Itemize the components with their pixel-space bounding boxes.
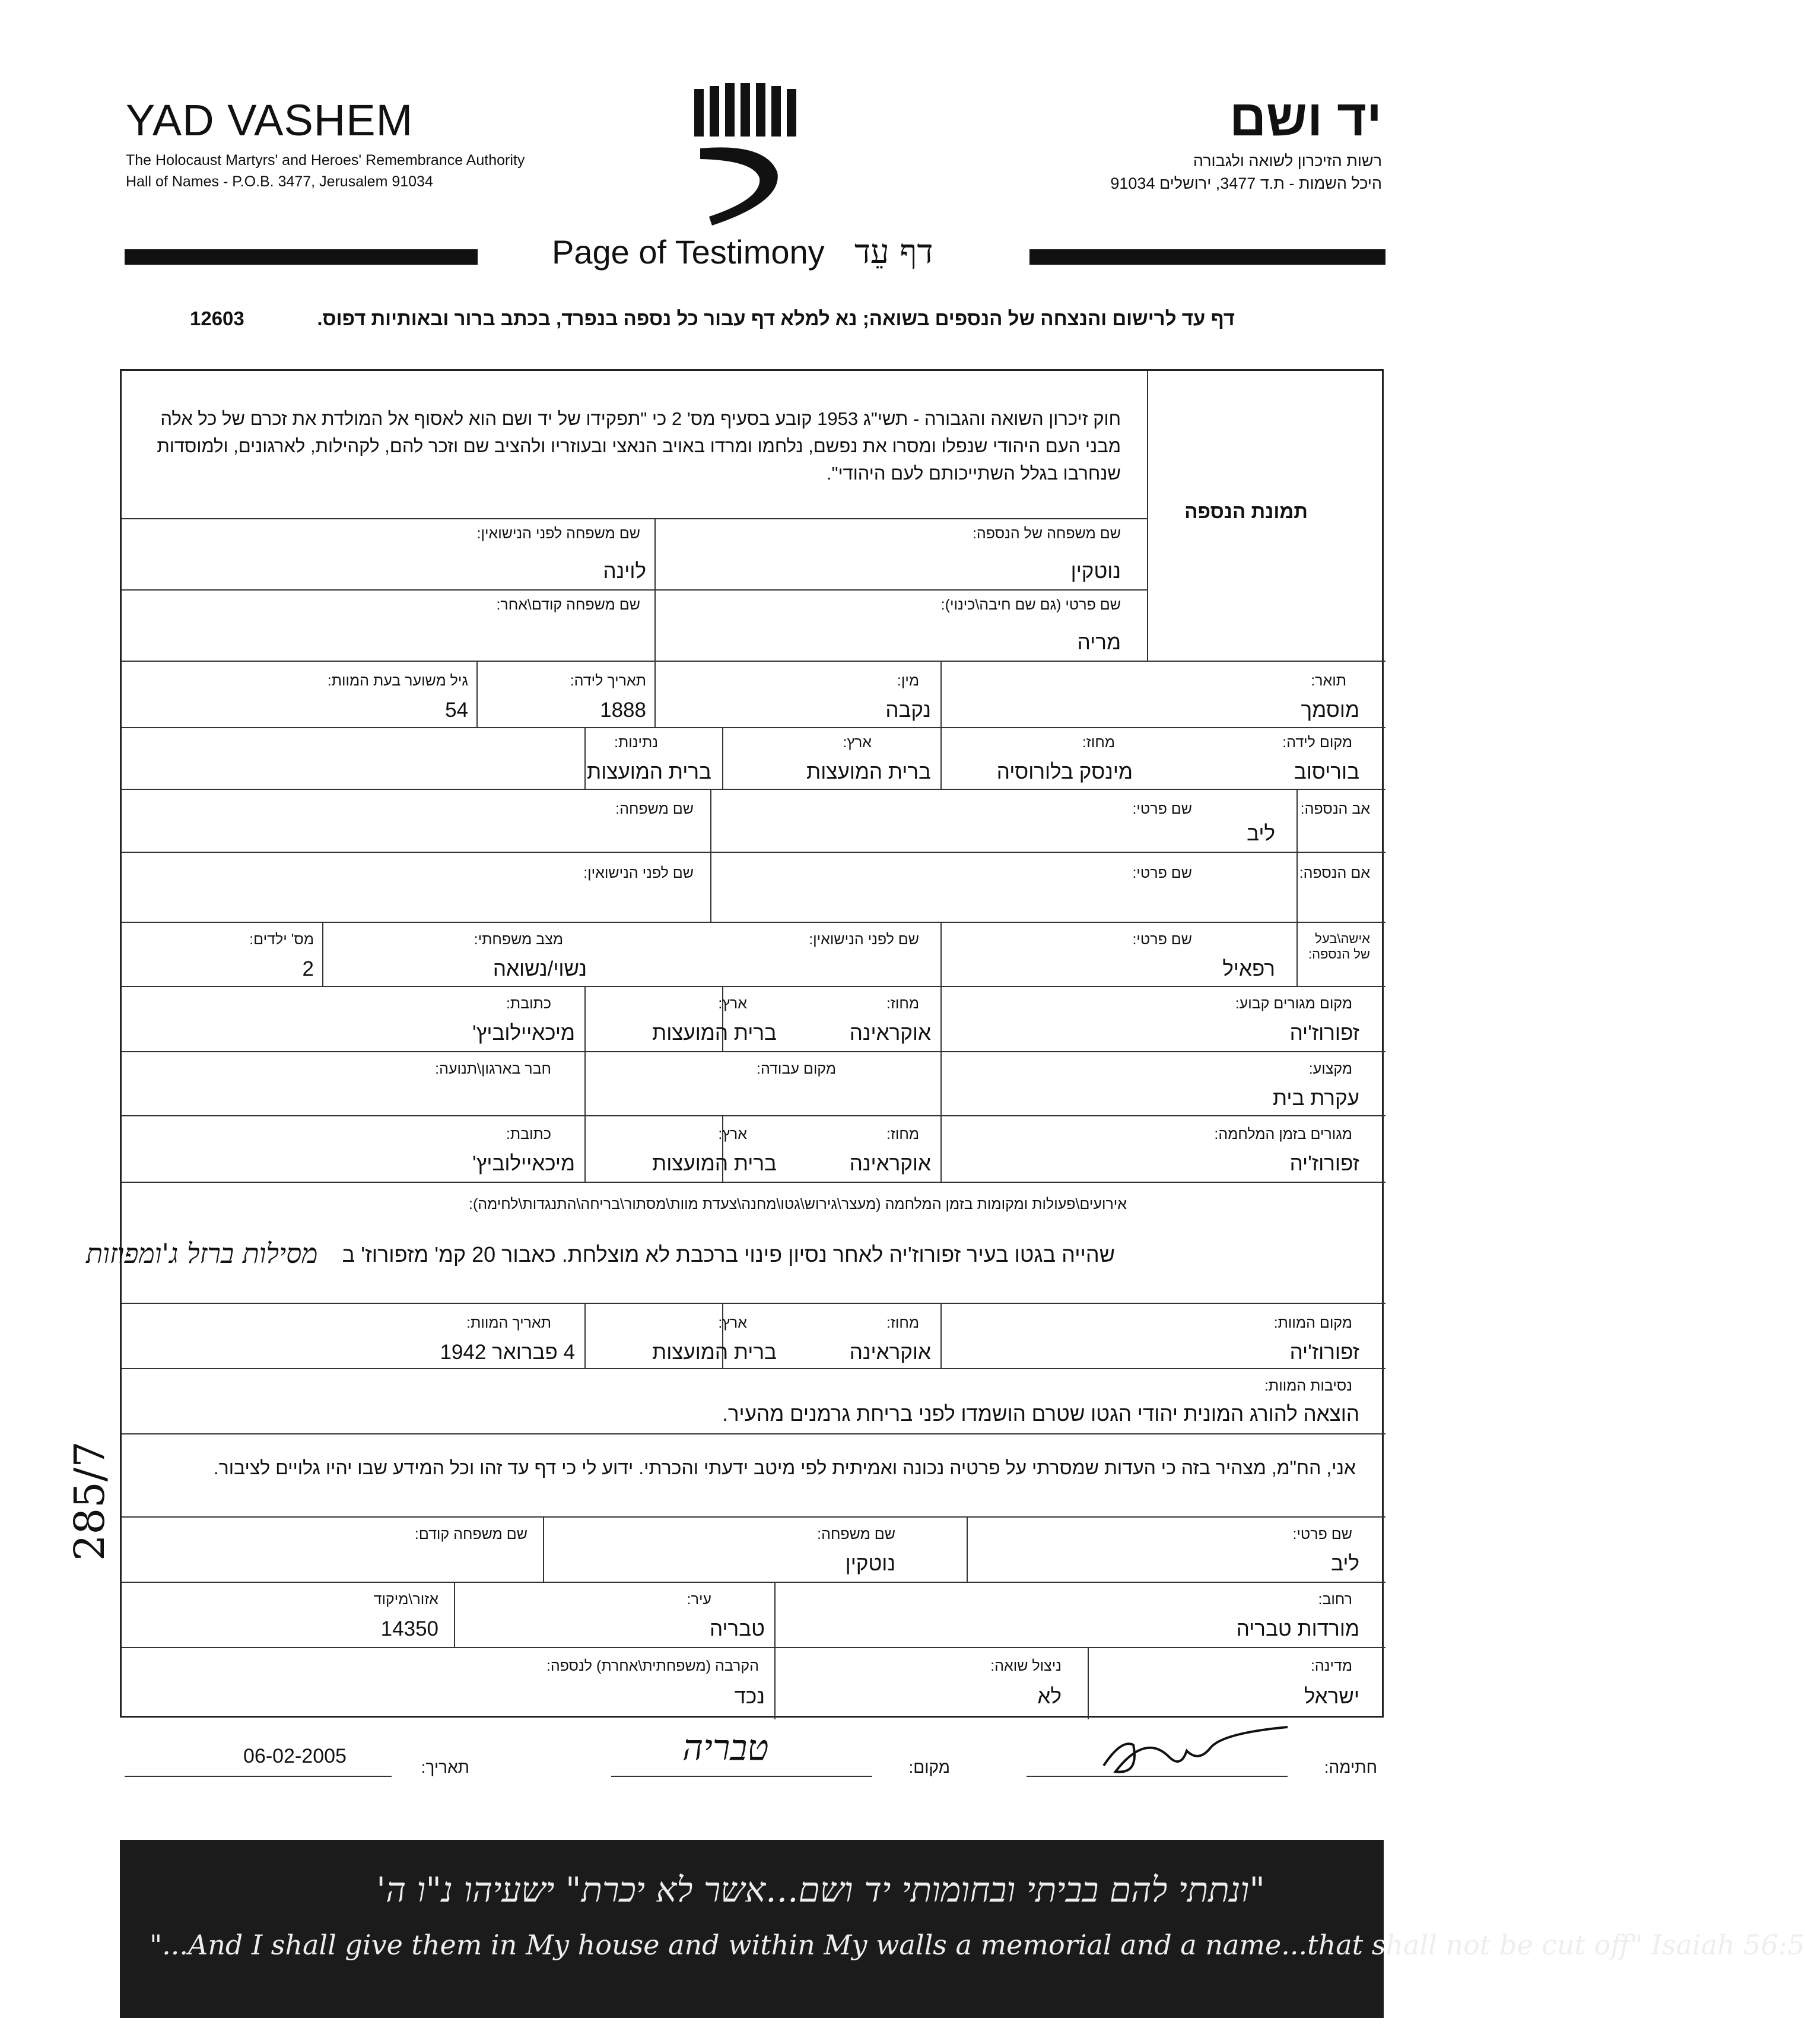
- instructions: דף עד לרישום והנצחה של הנספים בשואה; נא למלא דף עבור כל נספה בנפרד, בכתב ברור ובאותיות דפוס.: [317, 307, 1235, 329]
- residence-label: מקום מגורים קבוע:: [1235, 995, 1352, 1012]
- spouse-marital: נשוי/נשואה: [492, 957, 587, 980]
- organization-label: חבר בארגון\תנועה:: [435, 1061, 551, 1077]
- residence-country: ברית המועצות: [652, 1021, 777, 1045]
- residence-country-label: ארץ:: [718, 995, 747, 1012]
- victim-prev-surname-label: שם משפחה קודם\אחר:: [496, 596, 640, 613]
- victim-title: מוסמך: [1301, 699, 1359, 722]
- place-value: טבריה: [682, 1727, 769, 1769]
- wartime-place: זפורוז'יה: [1289, 1152, 1359, 1175]
- submitter-city-label: עיר:: [687, 1591, 711, 1608]
- signature-scribble-icon: [1098, 1715, 1294, 1780]
- header-en-subtitle: [126, 150, 525, 192]
- victim-birth-place: בוריסוב: [1294, 760, 1359, 783]
- victim-birth-district-label: מחוז:: [1082, 734, 1115, 751]
- victim-birth-date-label: תאריך לידה:: [570, 672, 646, 689]
- page-title-en: Page of Testimony: [552, 233, 825, 271]
- header-he-line1: רשות הזיכרון לשואה ולגבורה: [1193, 152, 1382, 170]
- submitter-survivor: לא: [1037, 1685, 1062, 1708]
- place-line: [611, 1776, 872, 1777]
- victim-nationality-label: נתינות:: [614, 734, 658, 751]
- form-number: 12603: [190, 307, 244, 329]
- victim-surname-label: שם משפחה של הנספה:: [972, 525, 1121, 542]
- wartime-country-label: ארץ:: [718, 1126, 747, 1142]
- victim-birth-country: ברית המועצות: [806, 760, 931, 783]
- submitter-surname: נוטקין: [845, 1552, 895, 1575]
- declaration: אני, הח"מ, מצהיר בזה כי העדות שמסרתי על פרטיה נכונה ואמיתית לפי מיטב ידעתי והכרתי. ידוע לי כי דף עד זהו וכל המידע שבו יהיו גלויים לציבור.: [213, 1457, 1356, 1478]
- father-row-label: אב הנספה:: [1300, 801, 1370, 817]
- submitter-relation-label: הקרבה (משפחתית\אחרת) לנספה:: [546, 1658, 759, 1674]
- victim-first-label: שם פרטי (גם שם חיבה\כינוי):: [940, 596, 1121, 613]
- victim-maiden-label: שם משפחה לפני הנישואין:: [476, 525, 640, 542]
- banner-english-quote: "...And I shall give them in My house and within My walls a memorial and a name...that shall not be cut off" Isaiah 56:5: [150, 1929, 1805, 1961]
- wartime-country: ברית המועצות: [652, 1152, 777, 1175]
- submitter-zip-label: אזור\מיקוד: [373, 1591, 438, 1608]
- submitter-city: טבריה: [709, 1617, 765, 1640]
- death-district-label: מחוז:: [886, 1315, 919, 1331]
- wartime-address-label: כתובת:: [506, 1126, 551, 1142]
- place-label: מקום:: [908, 1758, 950, 1776]
- banner-hebrew-quote: "ונתתי להם בביתי ובחומותי יד ושם...אשר לא יכרת" ישעיהו נ"ו ה': [376, 1870, 1265, 1910]
- mother-row-label: אם הנספה:: [1299, 865, 1370, 881]
- residence-place: זפורוז'יה: [1289, 1021, 1359, 1045]
- date-label: תאריך:: [421, 1758, 469, 1776]
- date-line: [125, 1776, 392, 1777]
- spouse-maiden-label: שם לפני הנישואין:: [809, 931, 919, 948]
- submitter-street: מורדות טבריה: [1236, 1617, 1359, 1640]
- death-circ-label: נסיבות המוות:: [1264, 1378, 1352, 1394]
- mother-maiden-label: שם לפני הנישואין:: [583, 865, 694, 881]
- wartime-label: מגורים בזמן המלחמה:: [1214, 1126, 1352, 1142]
- death-date: 4 פברואר 1942: [440, 1341, 575, 1364]
- death-date-label: תאריך המוות:: [466, 1315, 551, 1331]
- spouse-first: רפאיל: [1222, 957, 1275, 980]
- residence-district-label: מחוז:: [886, 995, 919, 1012]
- submitter-first-label: שם פרטי:: [1292, 1526, 1352, 1542]
- mother-first-label: שם פרטי:: [1132, 865, 1192, 881]
- events-handwritten: מסילות ברזל ג'ומפוזות: [86, 1237, 318, 1269]
- footer-banner: [120, 1840, 1805, 2018]
- page-title-he: דף עֵד: [854, 233, 933, 271]
- header-bar-left: [125, 249, 478, 265]
- wartime-district: אוקראינה: [849, 1152, 931, 1175]
- events-label: אירועים\פעולות ומקומות בזמן המלחמה (מעצר\גירוש\גטו\מחנה\צעדת מוות\מסתור\בריחה\התנגדות\לחימה):: [469, 1196, 1127, 1213]
- photo-label: תמונת הנספה: [1184, 500, 1308, 522]
- spouse-children: 2: [302, 957, 314, 980]
- events-text: שהייה בגטו בעיר זפורוז'יה לאחר נסיון פינוי ברכבת לא מוצלחת. כאבור 20 קמ' מזפורוז' ב: [342, 1242, 1115, 1267]
- victim-birth-date: 1888: [600, 699, 646, 722]
- father-first-label: שם פרטי:: [1132, 801, 1192, 817]
- header-en-line2: Hall of Names - P.O.B. 3477, Jerusalem 91034: [126, 173, 433, 190]
- profession-value: עקרת בית: [1272, 1087, 1359, 1110]
- death-country-label: ארץ:: [718, 1315, 747, 1331]
- victim-maiden: לוינה: [603, 560, 646, 583]
- victim-nationality: ברית המועצות: [587, 760, 711, 783]
- victim-birth-country-label: ארץ:: [843, 734, 872, 751]
- victim-age: 54: [445, 699, 468, 722]
- header-bar-right: [1029, 249, 1385, 265]
- death-place: זפורוז'יה: [1289, 1341, 1359, 1364]
- law-text: חוק זיכרון השואה והגבורה - תשי"ג 1953 קובע בסעיף מס' 2 כי "תפקידו של יד ושם הוא לאסוף אל המולדת את זכרם של כל אלה מבני העם היהודי שנפלו ומסרו את נפשם, נלחמו ומרדו באויב הנאצי ובעוזריו ולהציב שם וזכר להם, לקהילות, לארגונים, ולמוסדות שנחרבו בגלל השתייכותם לעם היהודי".: [157, 408, 1121, 484]
- death-country: ברית המועצות: [652, 1341, 777, 1364]
- submitter-surname-label: שם משפחה:: [817, 1526, 895, 1542]
- header-he-subtitle: [1110, 150, 1382, 195]
- spouse-marital-label: מצב משפחתי:: [474, 931, 563, 948]
- workplace-label: מקום עבודה:: [757, 1061, 836, 1077]
- submitter-street-label: רחוב:: [1318, 1591, 1352, 1608]
- menorah-yod-logo-icon: [688, 83, 807, 231]
- submitter-relation: נכד: [734, 1685, 765, 1708]
- header-en-title: YAD VASHEM: [126, 96, 414, 145]
- victim-surname: נוטקין: [1070, 560, 1121, 583]
- victim-title-label: תואר:: [1311, 672, 1346, 689]
- side-note-handwritten: 285/7: [65, 1441, 114, 1561]
- death-place-label: מקום המוות:: [1273, 1315, 1352, 1331]
- submitter-survivor-label: ניצול שואה:: [990, 1658, 1062, 1674]
- spouse-row-label: אישה\בעל של הנספה:: [1308, 931, 1370, 961]
- victim-age-label: גיל משוער בעת המוות:: [327, 672, 468, 689]
- date-value: 06-02-2005: [243, 1745, 347, 1767]
- submitter-prev-label: שם משפחה קודם:: [414, 1526, 527, 1542]
- header-en-line1: The Holocaust Martyrs' and Heroes' Remembrance Authority: [126, 152, 525, 169]
- submitter-first: ליב: [1331, 1552, 1359, 1575]
- header-he-line2: היכל השמות - ת.ד 3477, ירושלים 91034: [1110, 174, 1382, 192]
- spouse-first-label: שם פרטי:: [1132, 931, 1192, 948]
- submitter-zip: 14350: [380, 1617, 438, 1640]
- father-surname-label: שם משפחה:: [615, 801, 694, 817]
- victim-first: מריה: [1077, 631, 1121, 654]
- father-first: ליב: [1247, 822, 1275, 845]
- residence-address: מיכאיילוביץ': [472, 1021, 575, 1045]
- victim-gender: נקבה: [885, 699, 931, 722]
- submitter-country: ישראל: [1304, 1685, 1359, 1708]
- signature-label: חתימה:: [1324, 1758, 1377, 1776]
- victim-gender-label: מין:: [897, 672, 919, 689]
- wartime-address: מיכאיילוביץ': [472, 1152, 575, 1175]
- death-circ: הוצאה להורג המונית יהודי הגטו שטרם הושמדו לפני בריחת גרמנים מהעיר.: [722, 1402, 1359, 1426]
- header-he-title: יד ושם: [1229, 90, 1382, 147]
- wartime-district-label: מחוז:: [886, 1126, 919, 1142]
- submitter-country-label: מדינה:: [1310, 1658, 1352, 1674]
- spouse-children-label: מס' ילדים:: [249, 931, 314, 948]
- victim-birth-district: מינסק בלורוסיה: [996, 760, 1133, 783]
- profession-label: מקצוע:: [1308, 1061, 1352, 1077]
- death-district: אוקראינה: [849, 1341, 931, 1364]
- residence-district: אוקראינה: [849, 1021, 931, 1045]
- residence-address-label: כתובת:: [506, 995, 551, 1012]
- victim-birth-place-label: מקום לידה:: [1282, 734, 1352, 751]
